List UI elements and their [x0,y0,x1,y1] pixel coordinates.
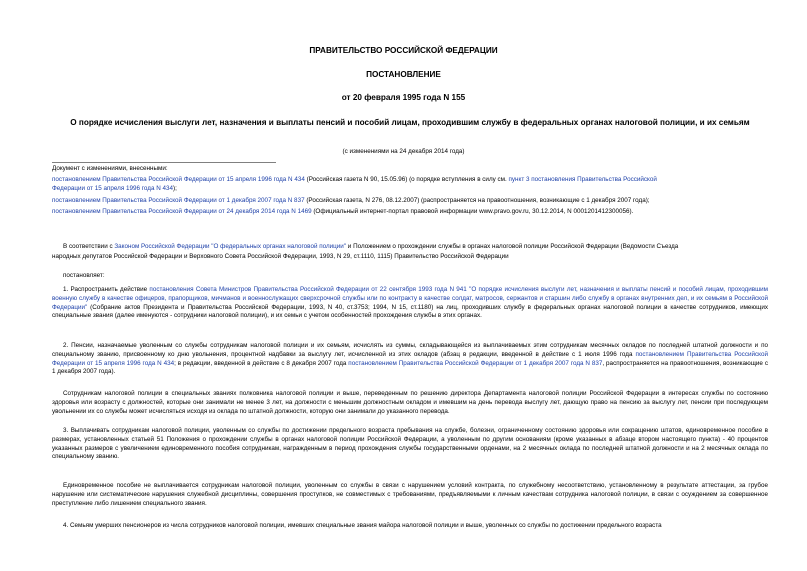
changes-item-2: постановлением Правительства Российской Федерации от 1 декабря 2007 года N 837 (Российская газета, N 276, 08.12.2007) (распространяется на правоотношения, возникающие с 1 декабря 2007 года); [52,197,650,204]
preamble-line-1: В соответствии с Законом Российской Федерации "О федеральных органах налоговой полиции" и Положением о прохождении службы в органах налоговой полиции Российской Федерации (Ведомости Съезда [63,243,679,250]
decree-941-link[interactable]: постановления Совета Министров Правительства Российской Федерации от 22 сентября 1993 года N 941 "О порядке исчисления выслуги лет, назначения и выплаты пенсий и пособий лицам, проходившим военную службу в качестве офицеров, прапорщиков, мичманов и военнослужащих сверхсрочной службы или по контракту в качестве солдат, матросов, сержантов и старшин либо службу в органах внутренних дел, и их семьям в Российской Федерации" [52,286,768,311]
change-link-2007[interactable]: постановлением Правительства Российской Федерации от 1 декабря 2007 года N 837 [52,197,305,204]
change-link-1996-cont[interactable]: Федерации от 15 апреля 1996 года N 434 [52,185,174,192]
government-name: ПРАВИТЕЛЬСТВО РОССИЙСКОЙ ФЕДЕРАЦИИ [309,46,498,55]
item-2-second-paragraph: Сотрудникам налоговой полиции в специальных званиях полковника налоговой полиции и выше, переведенным по решению директора Департамента налоговой полиции Российской Федерации в интересах службы по состоянию здоровья или возрасту с должностей, которые они занимали не менее 3 лет, на должности с меньшим должностным окладом и имевшим на день перевода выслугу лет, дающую право на пенсию за выслугу лет, пенсии при последующем увольнении их со службы может исчисляться исходя из оклада по штатной должности, которую они занимали до указанного перевода. [52,390,768,415]
changes-item-3: постановлением Правительства Российской Федерации от 24 декабря 2014 года N 1469 (Официальный интернет-портал правовой информации www.pravo.gov.ru, 30.12.2014, N 0001201412300056). [52,208,634,215]
changes-item-1-cont: Федерации от 15 апреля 1996 года N 434); [52,185,177,192]
act-date-number: от 20 февраля 1995 года N 155 [341,93,466,102]
change-link-1996-point3[interactable]: пункт 3 постановления Правительства Российской [508,176,657,183]
law-link[interactable]: Законом Российской Федерации "О федеральных органах налоговой полиции" [114,243,347,250]
act-type: ПОСТАНОВЛЕНИЕ [366,70,441,79]
document-title: О порядке исчисления выслуги лет, назначения и выплаты пенсий и пособий лицам, проходившим службу в федеральных органах налоговой полиции, и их семьям [70,118,750,127]
item-1-paragraph: 1. Распространить действие постановления Совета Министров Правительства Российской Федерации от 22 сентября 1993 года N 941 "О порядке исчисления выслуги лет, назначения и выплаты пенсий и пособий лицам, проходившим военную службу в качестве офицеров, прапорщиков, мичманов и военнослужащих сверхсрочной службы или по контракту в качестве солдат, матросов, сержантов и старшин либо службу в органах внутренних дел, и их семьям в Российской Федерации" (Собрание актов Президента и Правительства Российской Федерации, 1993, N 40, ст.3753; 1994, N 15, ст.1180) на лиц, проходивших службу в федеральных органах налоговой полиции в качестве сотрудников, имеющих специальные звания (далее именуются - сотрудники налоговой полиции), и их семьи с учетом особенностей прохождения службы в этих органах. [52,286,768,320]
item-3-paragraph: 3. Выплачивать сотрудникам налоговой полиции, уволенным со службы по достижении предельного возраста пребывания на службе, болезни, ограниченному состоянию здоровья или сокращению штатов, единовременное пособие в размерах, установленных статьей 51 Положения о прохождении службы в органах налоговой полиции Российской Федерации, а уволенным по другим основаниям (кроме указанных в абзаце втором настоящего пункта) - 40 процентов указанных размеров с увеличением единовременного пособия сотрудникам, награжденным в период прохождения службы государственными орденами, на 2 месячных оклада по последней штатной должности и на 2 месячных оклада по специальному званию. [52,427,768,461]
item-4-paragraph: 4. Семьям умерших пенсионеров из числа сотрудников налоговой полиции, имевших специальные звания майора налоговой полиции и выше, уволенных со службы по достижении предельного возраста [63,522,662,529]
separator-line [52,162,276,163]
item-3-second-paragraph: Единовременное пособие не выплачивается сотрудникам налоговой полиции, уволенным со службы в связи с нарушением условий контракта, по служебному несоответствию, установленному в результате аттестации, за грубое нарушение или систематические нарушения служебной дисциплины, совершения проступков, не совместимых с требованиями, предъявляемыми к личным качествам сотрудника налоговой полиции, в связи с осуждением за совершенное преступление либо лишением специального звания. [52,482,768,507]
decree-434-link[interactable]: постановлением Правительства Российской Федерации от 15 апреля 1996 года N 434 [52,350,768,367]
decree-837-link[interactable]: постановлением Правительства Российской Федерации от 1 декабря 2007 года N 837 [348,359,603,367]
amendment-note: (с изменениями на 24 декабря 2014 года) [342,148,465,155]
changes-intro: Документ с изменениями, внесенными: [52,165,168,172]
item-2-paragraph: 2. Пенсии, назначаемые уволенным со службы сотрудникам налоговой полиции и их семьям, исчислять из суммы, складывающейся из выплачиваемых этим сотрудникам месячных окладов по последней штатной должности и по специальному званию, присвоенному ко дню увольнения, процентной надбавки за выслугу лет, исчисленной из этих окладов (абзац в редакции, введенной в действие с 1 июля 1996 года постановлением Правительства Российской Федерации от 15 апреля 1996 года N 434; в редакции, введенной в действие с 8 декабря 2007 года постановлением Правительства Российской Федерации от 1 декабря 2007 года N 837, распространяется на правоотношения, возникающие с 1 декабря 2007 года). [52,342,768,376]
change-link-2014[interactable]: постановлением Правительства Российской Федерации от 24 декабря 2014 года N 1469 [52,208,312,215]
decree-word: постановляет: [63,272,105,279]
changes-item-1: постановлением Правительства Российской Федерации от 15 апреля 1996 года N 434 (Российская газета N 90, 15.05.96) (о порядке вступления в силу см. пункт 3 постановления Правительства Российской [52,176,657,183]
change-link-1996[interactable]: постановлением Правительства Российской Федерации от 15 апреля 1996 года N 434 [52,176,305,183]
preamble-line-2: народных депутатов Российской Федерации и Верховного Совета Российской Федерации, 1993, N 29, ст.1110, 1115) Правительство Российской Федерации [52,253,509,260]
